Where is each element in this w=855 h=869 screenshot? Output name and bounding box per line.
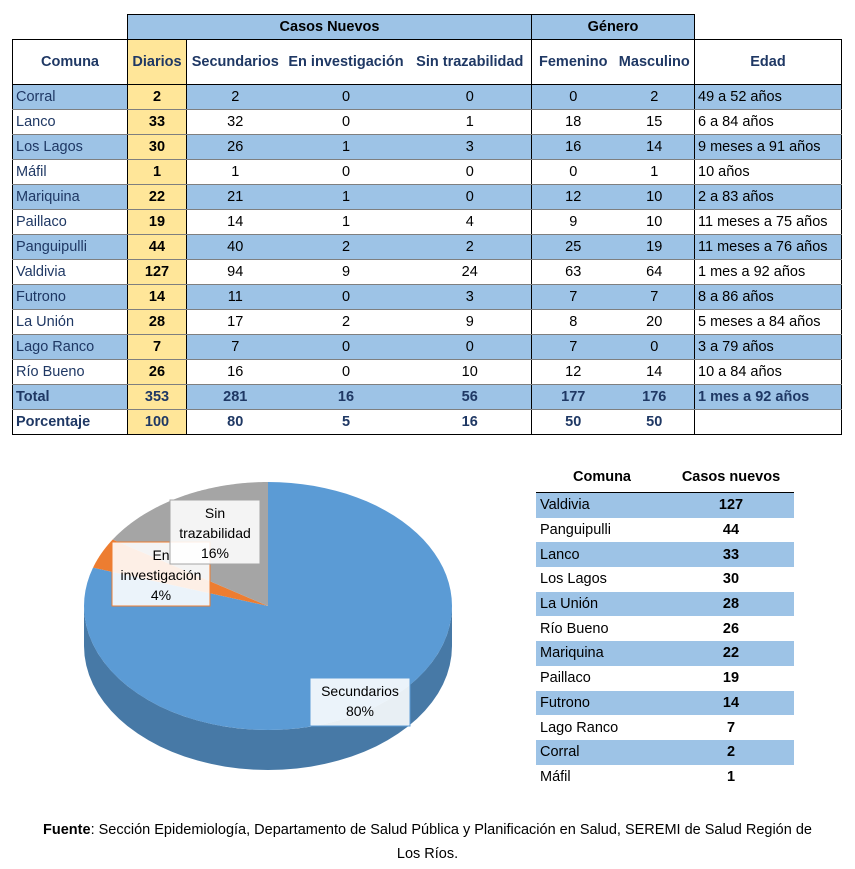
ranking-header-casos: Casos nuevos [668, 462, 794, 493]
comuna-cell: La Unión [13, 310, 128, 335]
sin-trazabilidad-cell: 24 [409, 260, 532, 285]
diarios-cell: 353 [128, 385, 187, 410]
sin-trazabilidad-cell: 1 [409, 110, 532, 135]
ranking-table [536, 462, 794, 789]
ranking-row [536, 493, 794, 518]
edad-cell: 11 meses a 76 años [695, 235, 842, 260]
header-comuna: Comuna [13, 40, 128, 85]
secundarios-cell: 1 [187, 160, 284, 185]
edad-cell: 5 meses a 84 años [695, 310, 842, 335]
en-investigacion-cell: 0 [284, 285, 409, 310]
ranking-comuna: Lago Ranco [536, 715, 668, 740]
header-edad: Edad [695, 40, 842, 85]
ranking-comuna: Corral [536, 740, 668, 765]
table-row [13, 110, 842, 135]
en-investigacion-cell: 1 [284, 210, 409, 235]
secundarios-cell: 80 [187, 410, 284, 435]
sin-trazabilidad-cell: 0 [409, 160, 532, 185]
sin-trazabilidad-cell: 3 [409, 135, 532, 160]
en-investigacion-cell: 1 [284, 185, 409, 210]
sin-trazabilidad-cell: 4 [409, 210, 532, 235]
diarios-cell: 44 [128, 235, 187, 260]
table-row [13, 210, 842, 235]
sin-trazabilidad-cell: 0 [409, 185, 532, 210]
diarios-cell: 14 [128, 285, 187, 310]
diarios-cell: 127 [128, 260, 187, 285]
femenino-cell: 0 [532, 160, 615, 185]
sin-trazabilidad-cell: 10 [409, 360, 532, 385]
comuna-cell: Los Lagos [13, 135, 128, 160]
femenino-cell: 12 [532, 185, 615, 210]
femenino-cell: 0 [532, 85, 615, 110]
table-row [13, 185, 842, 210]
ranking-row [536, 542, 794, 567]
diarios-cell: 28 [128, 310, 187, 335]
en-investigacion-cell: 0 [284, 335, 409, 360]
comuna-cell: Paillaco [13, 210, 128, 235]
masculino-cell: 1 [615, 160, 695, 185]
ranking-comuna: Paillaco [536, 666, 668, 691]
sin-trazabilidad-cell: 3 [409, 285, 532, 310]
secundarios-cell: 21 [187, 185, 284, 210]
comuna-cell: Lago Ranco [13, 335, 128, 360]
ranking-row [536, 666, 794, 691]
secundarios-cell: 2 [187, 85, 284, 110]
femenino-cell: 177 [532, 385, 615, 410]
edad-cell: 1 mes a 92 años [695, 260, 842, 285]
diarios-cell: 33 [128, 110, 187, 135]
secundarios-cell: 16 [187, 360, 284, 385]
ranking-value: 19 [668, 666, 794, 691]
pie-label-2: En investigación 4% [120, 547, 202, 603]
femenino-cell: 63 [532, 260, 615, 285]
table-row [13, 360, 842, 385]
table-row [13, 85, 842, 110]
comuna-cell: Total [13, 385, 128, 410]
ranking-value: 26 [668, 616, 794, 641]
edad-cell: 8 a 86 años [695, 285, 842, 310]
pie-chart [60, 466, 490, 792]
group-header-casos-nuevos: Casos Nuevos [128, 15, 532, 40]
ranking-value: 44 [668, 518, 794, 543]
cases-table [12, 14, 842, 435]
comuna-cell: Futrono [13, 285, 128, 310]
femenino-cell: 25 [532, 235, 615, 260]
table-row [13, 235, 842, 260]
source-text: : Sección Epidemiología, Departamento de Salud Pública y Planificación en Salud, SEREMI de Salud Región de Los Ríos. [90, 822, 812, 862]
ranking-value: 22 [668, 641, 794, 666]
sin-trazabilidad-cell: 0 [409, 85, 532, 110]
edad-cell: 6 a 84 años [695, 110, 842, 135]
masculino-cell: 176 [615, 385, 695, 410]
table-row [13, 385, 842, 410]
edad-cell: 49 a 52 años [695, 85, 842, 110]
comuna-cell: Corral [13, 85, 128, 110]
comuna-cell: Panguipulli [13, 235, 128, 260]
femenino-cell: 18 [532, 110, 615, 135]
en-investigacion-cell: 0 [284, 85, 409, 110]
ranking-row [536, 518, 794, 543]
en-investigacion-cell: 0 [284, 110, 409, 135]
diarios-cell: 26 [128, 360, 187, 385]
edad-cell: 10 a 84 años [695, 360, 842, 385]
comuna-cell: Valdivia [13, 260, 128, 285]
ranking-row [536, 641, 794, 666]
edad-cell: 2 a 83 años [695, 185, 842, 210]
table-row [13, 335, 842, 360]
ranking-comuna: Valdivia [536, 493, 668, 518]
masculino-cell: 14 [615, 360, 695, 385]
diarios-cell: 30 [128, 135, 187, 160]
table-row [13, 310, 842, 335]
ranking-comuna: La Unión [536, 592, 668, 617]
masculino-cell: 10 [615, 210, 695, 235]
ranking-comuna: Mariquina [536, 641, 668, 666]
pie-label-3: Sin trazabilidad 16% [179, 505, 251, 561]
header-diarios: Diarios [128, 40, 187, 85]
en-investigacion-cell: 16 [284, 385, 409, 410]
ranking-value: 14 [668, 691, 794, 716]
en-investigacion-cell: 1 [284, 135, 409, 160]
header-masculino: Masculino [615, 40, 695, 85]
femenino-cell: 12 [532, 360, 615, 385]
masculino-cell: 0 [615, 335, 695, 360]
femenino-cell: 9 [532, 210, 615, 235]
source-note [30, 818, 825, 866]
diarios-cell: 2 [128, 85, 187, 110]
ranking-value: 2 [668, 740, 794, 765]
secundarios-cell: 94 [187, 260, 284, 285]
header-femenino: Femenino [532, 40, 615, 85]
comuna-cell: Mariquina [13, 185, 128, 210]
edad-cell: 1 mes a 92 años [695, 385, 842, 410]
diarios-cell: 22 [128, 185, 187, 210]
secundarios-cell: 7 [187, 335, 284, 360]
femenino-cell: 7 [532, 285, 615, 310]
ranking-row [536, 740, 794, 765]
sin-trazabilidad-cell: 56 [409, 385, 532, 410]
ranking-value: 28 [668, 592, 794, 617]
comuna-cell: Lanco [13, 110, 128, 135]
en-investigacion-cell: 5 [284, 410, 409, 435]
table-row [13, 135, 842, 160]
ranking-row [536, 567, 794, 592]
ranking-row [536, 616, 794, 641]
masculino-cell: 2 [615, 85, 695, 110]
edad-cell: 9 meses a 91 años [695, 135, 842, 160]
en-investigacion-cell: 0 [284, 160, 409, 185]
ranking-value: 127 [668, 493, 794, 518]
secundarios-cell: 17 [187, 310, 284, 335]
en-investigacion-cell: 9 [284, 260, 409, 285]
secundarios-cell: 26 [187, 135, 284, 160]
comuna-cell: Máfil [13, 160, 128, 185]
masculino-cell: 20 [615, 310, 695, 335]
diarios-cell: 1 [128, 160, 187, 185]
femenino-cell: 16 [532, 135, 615, 160]
ranking-comuna: Río Bueno [536, 616, 668, 641]
ranking-row [536, 592, 794, 617]
masculino-cell: 19 [615, 235, 695, 260]
ranking-value: 30 [668, 567, 794, 592]
edad-cell: 10 años [695, 160, 842, 185]
ranking-comuna: Panguipulli [536, 518, 668, 543]
secundarios-cell: 14 [187, 210, 284, 235]
ranking-row [536, 715, 794, 740]
en-investigacion-cell: 2 [284, 235, 409, 260]
diarios-cell: 19 [128, 210, 187, 235]
ranking-value: 1 [668, 765, 794, 790]
ranking-comuna: Máfil [536, 765, 668, 790]
ranking-header-comuna: Comuna [536, 462, 668, 493]
secundarios-cell: 11 [187, 285, 284, 310]
ranking-value: 7 [668, 715, 794, 740]
header-en-investigacion: En investigación [284, 40, 409, 85]
table-row [13, 410, 842, 435]
ranking-row [536, 765, 794, 790]
source-label: Fuente [43, 822, 91, 838]
table-row [13, 160, 842, 185]
secundarios-cell: 32 [187, 110, 284, 135]
diarios-cell: 100 [128, 410, 187, 435]
edad-cell: 11 meses a 75 años [695, 210, 842, 235]
header-secundarios: Secundarios [187, 40, 284, 85]
edad-cell [695, 410, 842, 435]
femenino-cell: 7 [532, 335, 615, 360]
ranking-value: 33 [668, 542, 794, 567]
masculino-cell: 10 [615, 185, 695, 210]
table-row [13, 260, 842, 285]
sin-trazabilidad-cell: 9 [409, 310, 532, 335]
femenino-cell: 8 [532, 310, 615, 335]
ranking-comuna: Futrono [536, 691, 668, 716]
sin-trazabilidad-cell: 2 [409, 235, 532, 260]
table-row [13, 285, 842, 310]
ranking-row [536, 691, 794, 716]
secundarios-cell: 281 [187, 385, 284, 410]
ranking-comuna: Lanco [536, 542, 668, 567]
masculino-cell: 50 [615, 410, 695, 435]
en-investigacion-cell: 0 [284, 360, 409, 385]
comuna-cell: Río Bueno [13, 360, 128, 385]
masculino-cell: 15 [615, 110, 695, 135]
pie-label-1: Secundarios 80% [321, 683, 399, 719]
en-investigacion-cell: 2 [284, 310, 409, 335]
comuna-cell: Porcentaje [13, 410, 128, 435]
secundarios-cell: 40 [187, 235, 284, 260]
edad-cell: 3 a 79 años [695, 335, 842, 360]
group-header-genero: Género [532, 15, 695, 40]
femenino-cell: 50 [532, 410, 615, 435]
masculino-cell: 7 [615, 285, 695, 310]
sin-trazabilidad-cell: 16 [409, 410, 532, 435]
sin-trazabilidad-cell: 0 [409, 335, 532, 360]
masculino-cell: 14 [615, 135, 695, 160]
ranking-comuna: Los Lagos [536, 567, 668, 592]
header-sin-trazabilidad: Sin trazabilidad [409, 40, 532, 85]
masculino-cell: 64 [615, 260, 695, 285]
diarios-cell: 7 [128, 335, 187, 360]
